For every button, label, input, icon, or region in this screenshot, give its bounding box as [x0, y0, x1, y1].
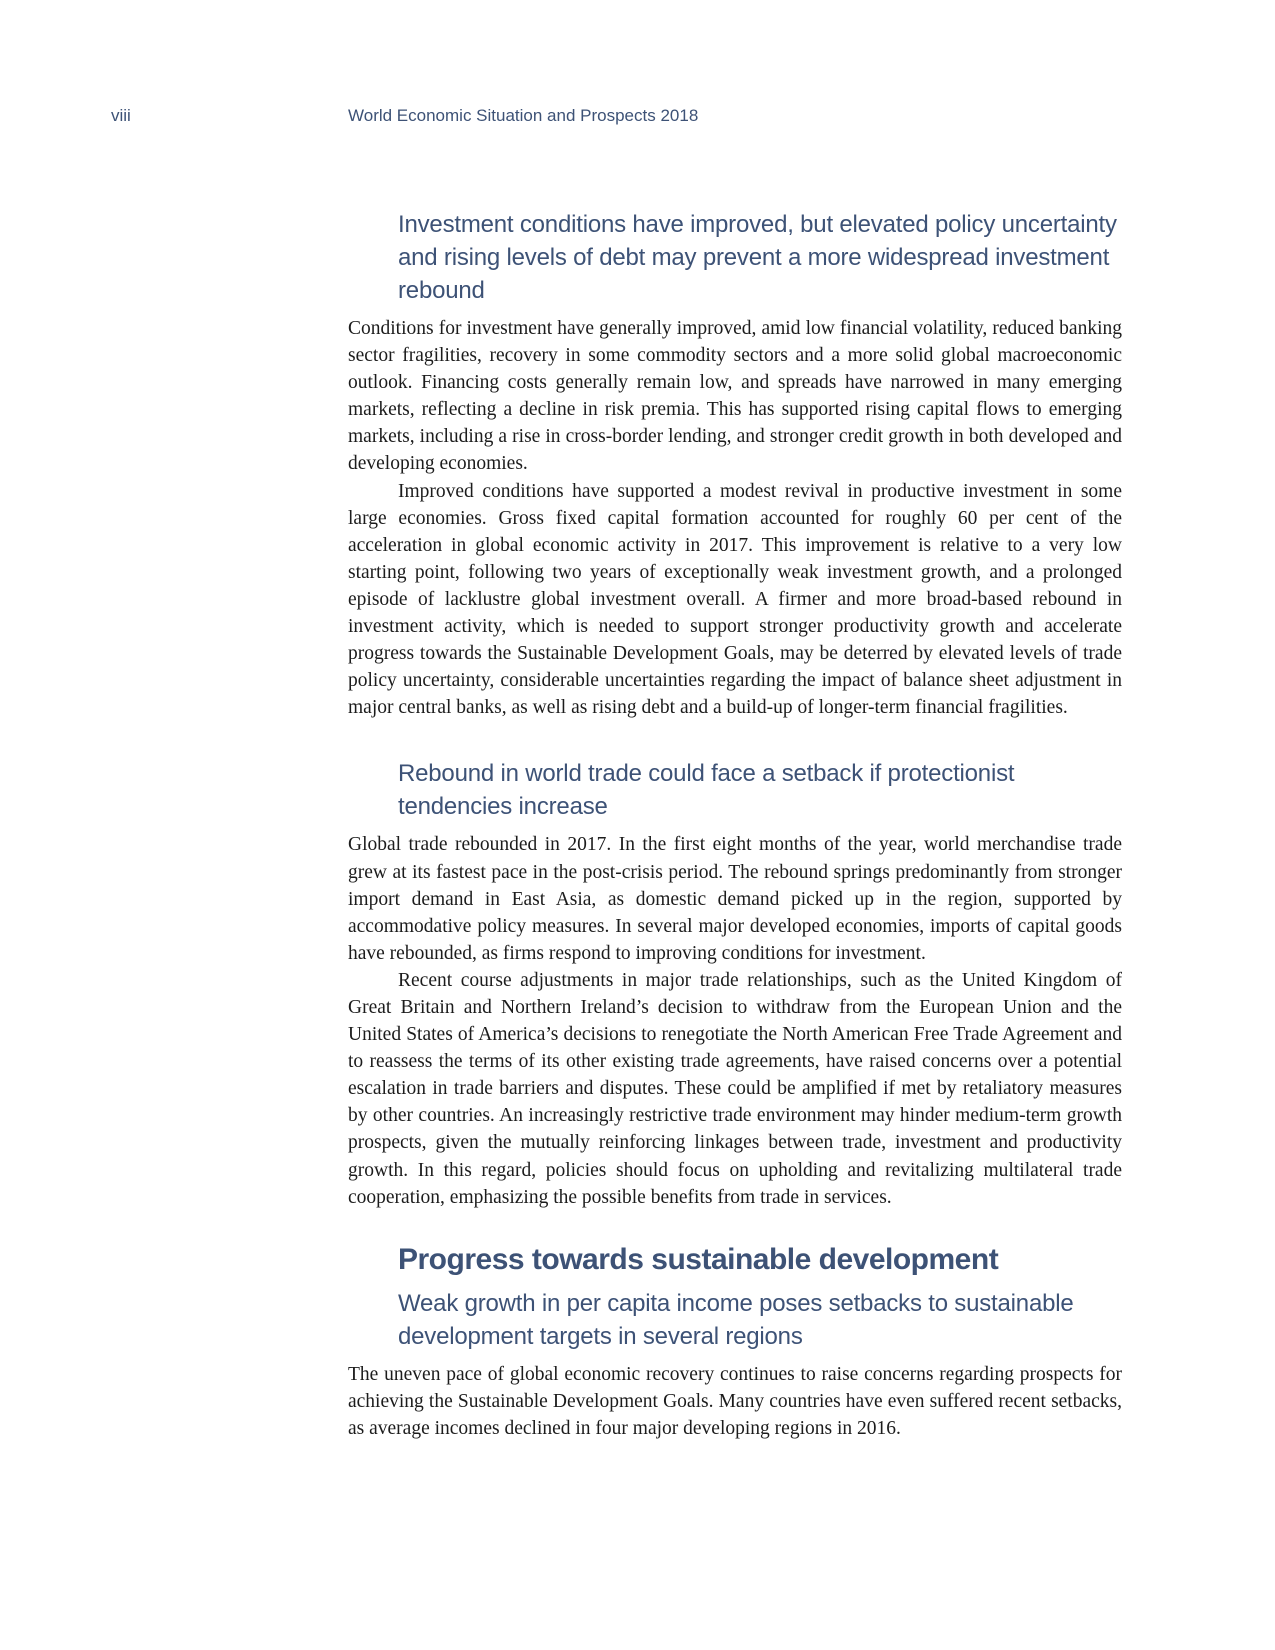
section-heading-investment: Investment conditions have improved, but elevated policy uncertainty and rising levels of debt may prevent a more widespread investment rebound — [398, 211, 1117, 304]
page-content — [348, 208, 1122, 1442]
section-investment — [348, 208, 1122, 721]
spacer — [348, 1211, 1122, 1241]
paragraph-investment-2: Improved conditions have supported a modest revival in productive investment in some large economies. Gross fixed capital formation accounted for roughly 60 per cent of the acceleration in global economic activity in 2017. This improvement is relative to a very low starting point, following two years of exceptionally weak investment growth, and a prolonged episode of lacklustre global investment overall. A firmer and more broad-based rebound in investment activity, which is needed to support stronger productivity growth and accelerate progress towards the Sustainable Development Goals, may be deterred by elevated levels of trade policy uncertainty, considerable uncertainties regarding the impact of balance sheet adjustment in major central banks, as well as rising debt and a build-up of longer-term financial fragilities. — [348, 480, 1122, 719]
spacer — [348, 721, 1122, 757]
paragraph-trade-1: Global trade rebounded in 2017. In the first eight months of the year, world merchandise trade grew at its fastest pace in the post-crisis period. The rebound springs predominantly from stronger import demand in East Asia, as domestic demand picked up in the region, supported by accommodative policy measures. In several major developed economies, imports of capital goods have rebounded, as firms respond to improving conditions for investment. — [348, 834, 1122, 964]
book-title: World Economic Situation and Prospects 2018 — [348, 106, 699, 125]
paragraph-investment-1: Conditions for investment have generally improved, amid low financial volatility, reduced banking sector fragilities, recovery in some commodity sectors and a more solid global macroeconomic outlook. Financing costs generally remain low, and spreads have narrowed in many emerging markets, reflecting a decline in risk premia. This has supported rising capital flows to emerging markets, including a rise in cross-border lending, and stronger credit growth in both developed and developing economies. — [348, 318, 1122, 475]
section-sustainable-development — [348, 1241, 1122, 1442]
paragraph-trade-2: Recent course adjustments in major trade relationships, such as the United Kingdom of Great Britain and Northern Ireland’s decision to withdraw from the European Union and the United States of America’s decisions to renegotiate the North American Free Trade Agreement and to reassess the terms of its other existing trade agreements, have raised concerns over a potential escalation in trade barriers and disputes. These could be amplified if met by retaliatory measures by other countries. An increasingly restrictive trade environment may hinder medium-term growth prospects, given the mutually reinforcing linkages between trade, investment and productivity growth. In this regard, policies should focus on upholding and revitalizing multilateral trade cooperation, emphasizing the possible benefits from trade in services. — [348, 969, 1122, 1208]
section-trade — [348, 757, 1122, 1210]
page-number: viii — [111, 106, 131, 125]
section-heading-trade: Rebound in world trade could face a setback if protectionist tendencies increase — [398, 760, 1015, 821]
part-title: Progress towards sustainable development — [398, 1242, 999, 1276]
section-heading-per-capita-income: Weak growth in per capita income poses setbacks to sustainable development targets in several regions — [398, 1289, 1074, 1350]
running-head — [0, 106, 1275, 130]
paragraph-sustainable-1: The uneven pace of global economic recovery continues to raise concerns regarding prospects for achieving the Sustainable Development Goals. Many countries have even suffered recent setbacks, as average incomes declined in four major developing regions in 2016. — [348, 1363, 1122, 1439]
